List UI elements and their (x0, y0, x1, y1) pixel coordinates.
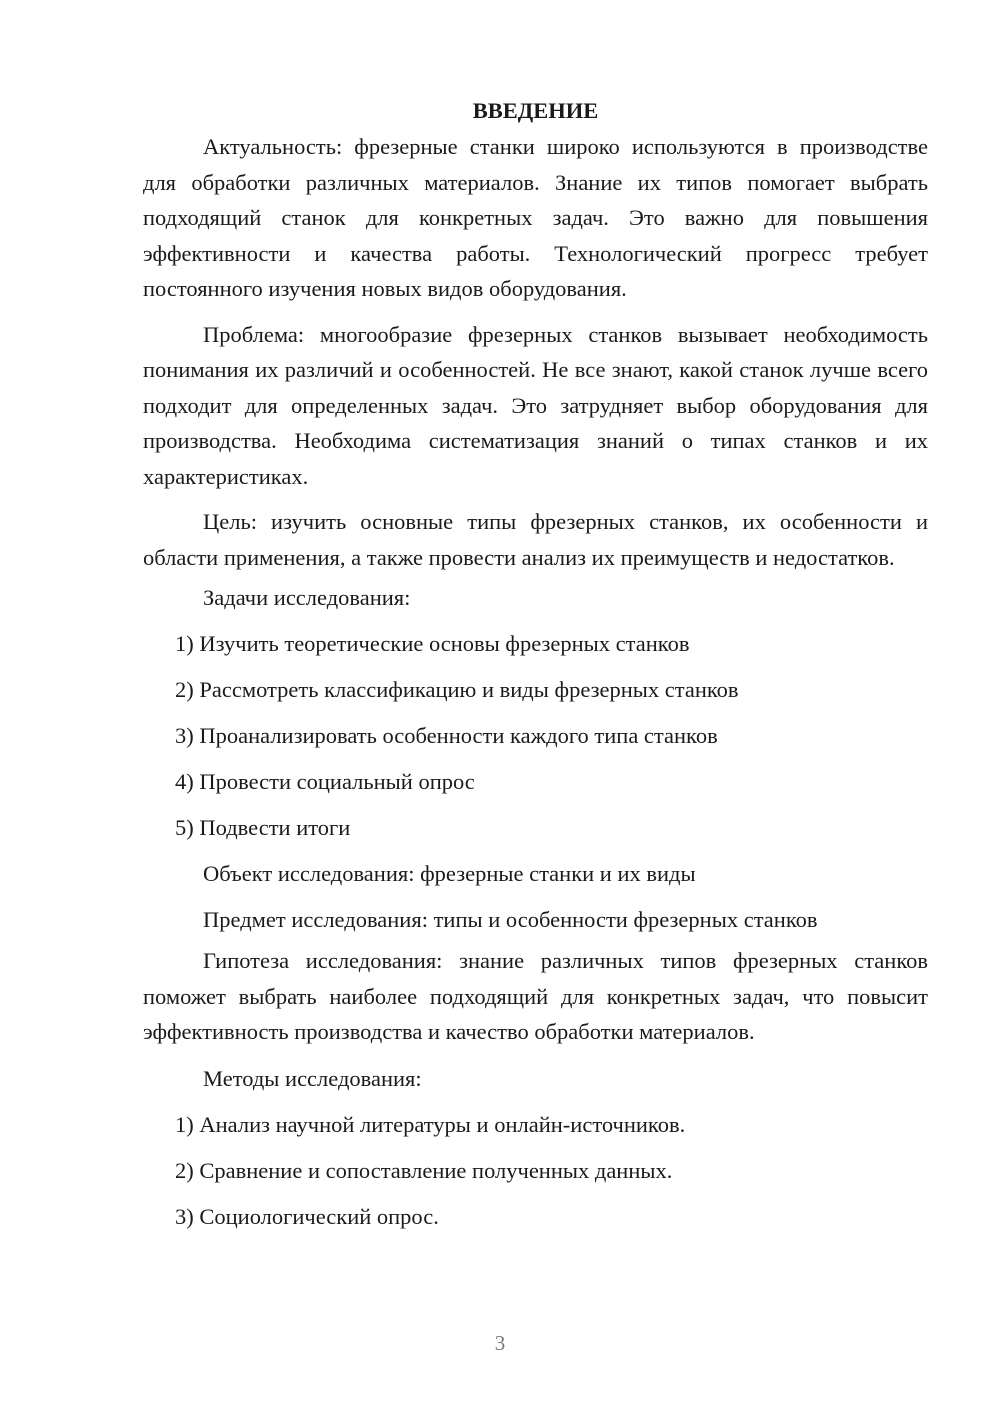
document-body (143, 93, 928, 1240)
list-item: 1) Анализ научной литературы и онлайн-источников. (175, 1111, 686, 1137)
methods-label: Методы исследования: (203, 1065, 422, 1091)
section-title: ВВЕДЕНИЕ (472, 98, 599, 123)
object-paragraph: Объект исследования: фрезерные станки и их виды (203, 861, 696, 886)
list-item: 4) Провести социальный опрос (175, 769, 475, 794)
tasks-list (143, 621, 928, 851)
list-item: 2) Рассмотреть классификацию и виды фрезерных станков (175, 677, 739, 702)
goal-paragraph: Цель: изучить основные типы фрезерных станков, их особенности и области применения, а также провести анализ их преимуществ и недостатков. (143, 509, 928, 570)
list-item: 1) Изучить теоретические основы фрезерных станков (175, 631, 690, 656)
problem-paragraph: Проблема: многообразие фрезерных станков вызывает необходимость понимания их различий и особенностей. Не все знают, какой станок лучше всего подходит для определенных задач. Это затрудняет выбор оборудования для производства. Необходима систематизация знаний о типах станков и их характеристиках. (143, 321, 928, 489)
list-item: 5) Подвести итоги (175, 815, 351, 840)
list-item: 2) Сравнение и сопоставление полученных данных. (175, 1157, 673, 1183)
list-item: 3) Проанализировать особенности каждого типа станков (175, 723, 718, 748)
hypothesis-paragraph: Гипотеза исследования: знание различных типов фрезерных станков поможет выбрать наиболее подходящий для конкретных задач, что повысит эффективность производства и качество обработки материалов. (143, 948, 928, 1044)
subject-paragraph: Предмет исследования: типы и особенности фрезерных станков (203, 907, 818, 932)
spacer (143, 307, 928, 317)
spacer (143, 494, 928, 504)
relevance-paragraph: Актуальность: фрезерные станки широко используются в производстве для обработки различных материалов. Знание их типов помогает выбрать подходящий станок для конкретных задач. Это важно для повышения эффективности и качества работы. Технологический прогресс требует постоянного изучения новых видов оборудования. (143, 134, 928, 301)
methods-list (143, 1102, 928, 1240)
list-item: 3) Социологический опрос. (175, 1203, 439, 1229)
tasks-label: Задачи исследования: (203, 585, 411, 610)
page-number: 3 (494, 1331, 506, 1355)
